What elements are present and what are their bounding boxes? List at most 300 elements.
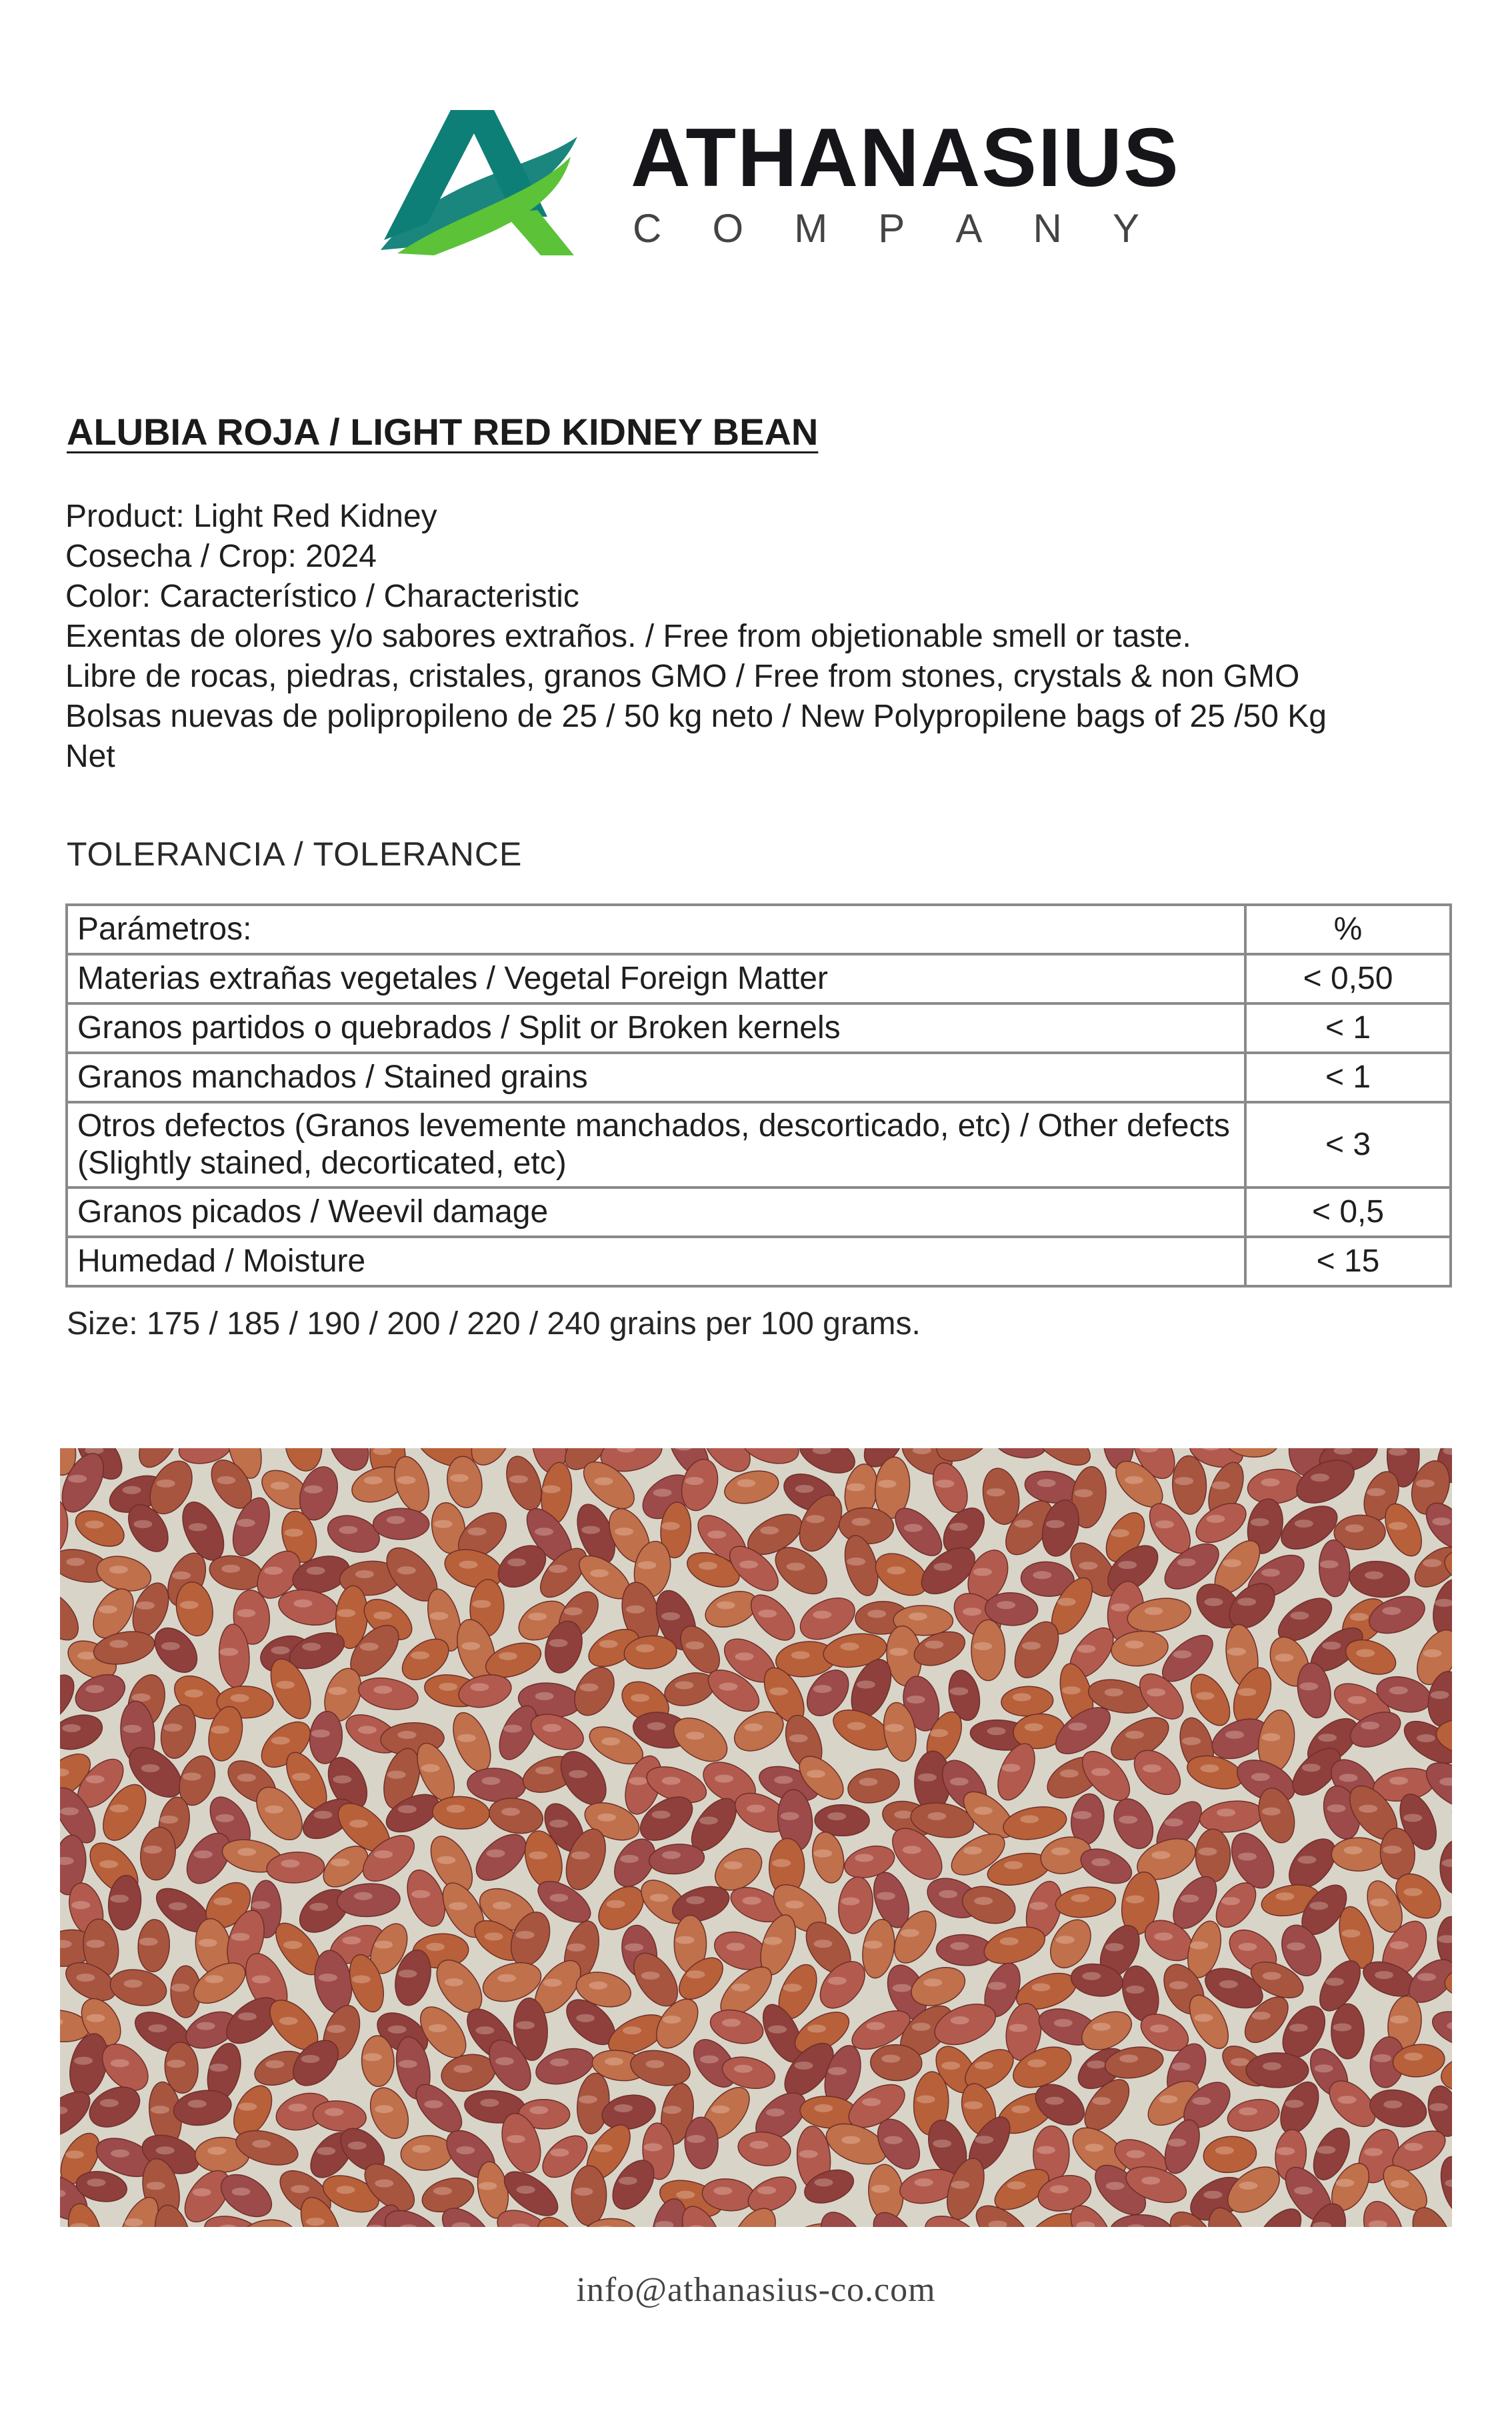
bean-highlight — [571, 1852, 590, 1860]
bean-highlight — [1263, 1972, 1281, 1980]
bean-highlight — [734, 2065, 753, 2073]
bean-highlight — [795, 2062, 813, 2070]
bean-highlight — [904, 1524, 923, 1532]
bean — [1225, 2095, 1282, 2136]
bean-highlight — [623, 2026, 641, 2034]
bean-highlight — [307, 1567, 325, 1575]
bean-highlight — [288, 2104, 307, 2112]
bean-highlight — [939, 1890, 957, 1898]
bean-highlight — [171, 1984, 190, 1992]
bean-highlight — [1118, 1561, 1137, 1569]
bean-highlight — [1373, 2054, 1391, 2062]
bean-highlight — [1074, 1490, 1093, 1498]
bean-highlight — [1342, 1930, 1361, 1938]
bean-highlight — [894, 1811, 913, 1819]
bean-highlight — [614, 2104, 633, 2112]
bean — [468, 1826, 534, 1889]
bean-highlight — [516, 1931, 535, 1939]
bean-highlight — [1145, 1607, 1163, 1615]
bean-highlight — [109, 1566, 128, 1574]
bean-highlight — [449, 1902, 467, 1910]
bean-highlight — [542, 1486, 561, 1494]
bean-highlight — [374, 1941, 393, 1949]
bean-highlight — [215, 1814, 234, 1822]
bean-highlight — [1221, 1897, 1240, 1905]
bean-highlight — [1327, 1804, 1346, 1812]
bean-highlight — [768, 2026, 787, 2034]
bean — [323, 1509, 384, 1558]
bean-highlight — [567, 1944, 586, 1952]
bean-highlight — [373, 1612, 392, 1620]
bean-highlight — [1025, 1723, 1043, 1731]
bean-highlight — [1205, 1598, 1223, 1606]
bean-highlight — [317, 2147, 335, 2155]
bean-highlight — [1223, 1559, 1241, 1567]
bean-highlight — [1251, 1773, 1270, 1781]
bean-highlight — [889, 1648, 908, 1656]
bean-highlight — [1013, 1693, 1031, 1701]
bean-highlight — [685, 1477, 704, 1485]
bean-highlight — [757, 2186, 776, 2194]
brand-sub-letter: Y — [1112, 206, 1139, 251]
bean-highlight — [1317, 2146, 1335, 2154]
bean-highlight — [917, 2096, 935, 2104]
bean-highlight — [139, 1938, 158, 1946]
row-value: < 15 — [1245, 1237, 1451, 1286]
bean-highlight — [1192, 2097, 1211, 2105]
bean-highlight — [1037, 2146, 1055, 2154]
bean-highlight — [65, 2150, 84, 2158]
brand-sub-letter: N — [1033, 206, 1062, 251]
bean-highlight — [301, 2055, 320, 2063]
bean-highlight — [1391, 2180, 1409, 2188]
bean-highlight — [719, 1683, 737, 1691]
bean-highlight — [699, 1562, 717, 1570]
bean-highlight — [815, 2178, 833, 2186]
bean-highlight — [354, 1892, 373, 1900]
bean-highlight — [1165, 1818, 1183, 1826]
bean-highlight — [1105, 1943, 1124, 1951]
bean-highlight — [1154, 1932, 1173, 1940]
bean-highlight — [265, 2060, 284, 2068]
bean-highlight — [1294, 2186, 1313, 2194]
bean-highlight — [373, 1686, 392, 1694]
bean-highlight — [123, 1486, 141, 1494]
bean-highlight — [638, 1562, 657, 1570]
bean-highlight — [594, 1478, 613, 1486]
bean-highlight — [814, 2104, 833, 2112]
bean-highlight — [66, 1558, 85, 1566]
bean-highlight — [237, 1848, 256, 1856]
bean-highlight — [1239, 2182, 1257, 2190]
bean-highlight — [1071, 1894, 1089, 1902]
bean-highlight — [1045, 2097, 1064, 2105]
bean-highlight — [543, 1979, 562, 1987]
bean-highlight — [352, 1976, 371, 1984]
bean-highlight — [1126, 1986, 1145, 1994]
bean-highlight — [1207, 1515, 1225, 1523]
bean-highlight — [157, 1480, 175, 1488]
bean-highlight — [1389, 1522, 1407, 1530]
bean-highlight — [1298, 1856, 1317, 1864]
bean — [815, 1804, 870, 1836]
bean-highlight — [685, 1642, 704, 1650]
bean-highlight — [445, 1978, 463, 1986]
bean — [1449, 2215, 1452, 2227]
bean-highlight — [644, 2143, 663, 2151]
bean-highlight — [974, 1897, 993, 1905]
bean-highlight — [1238, 1943, 1257, 1951]
bean-highlight — [1127, 2150, 1145, 2158]
logo-a-icon — [377, 97, 577, 257]
bean-highlight — [459, 1561, 478, 1569]
bean-highlight — [576, 2014, 595, 2022]
bean-highlight — [238, 2012, 257, 2020]
bean-highlight — [252, 1976, 271, 1984]
bean-highlight — [374, 1850, 393, 1858]
bean-highlight — [99, 1860, 118, 1868]
bean-highlight — [304, 1486, 323, 1494]
bean-highlight — [311, 1730, 330, 1738]
bean-highlight — [988, 1982, 1007, 1990]
bean — [721, 1466, 782, 1508]
bean-highlight — [662, 1777, 681, 1785]
bean-highlight — [1125, 1641, 1144, 1649]
bean-highlight — [877, 1892, 895, 1900]
bean — [60, 1583, 87, 1648]
bean-highlight — [901, 1929, 919, 1937]
bean-highlight — [615, 1528, 633, 1536]
bean-highlight — [232, 2188, 251, 2196]
bean-highlight — [1431, 1691, 1449, 1699]
bean — [1202, 2134, 1259, 2175]
bean-highlight — [1004, 1861, 1023, 1869]
bean — [399, 2134, 454, 2172]
bean-highlight — [903, 1846, 921, 1854]
bean-highlight — [929, 1729, 948, 1737]
bean — [1318, 1540, 1351, 1598]
bean-highlight — [197, 2022, 215, 2030]
bean-highlight — [211, 1726, 229, 1734]
bean-highlight — [862, 2098, 881, 2106]
bean-highlight — [110, 1895, 129, 1903]
bean-highlight — [388, 2026, 407, 2034]
bean-highlight — [1150, 2024, 1169, 2032]
brand-sub-letter: C — [633, 206, 662, 251]
bean-highlight — [951, 2181, 969, 2189]
product-specs — [65, 497, 1465, 777]
bean-highlight — [1050, 2185, 1069, 2193]
bean-highlight — [1147, 1688, 1165, 1696]
bean-highlight — [375, 2180, 393, 2188]
bean-highlight — [887, 1566, 905, 1574]
bean-highlight — [1383, 2100, 1402, 2108]
bean-highlight — [1315, 2064, 1333, 2072]
bean-highlight — [1141, 2177, 1160, 2185]
bean-highlight — [1073, 1811, 1091, 1819]
bean — [137, 1919, 171, 1973]
bean-highlight — [1027, 2060, 1046, 2068]
bean-highlight — [331, 1858, 349, 1866]
bean-highlight — [319, 1974, 337, 1982]
bean-highlight — [813, 1850, 832, 1858]
bean-highlight — [927, 1812, 946, 1820]
bean-highlight — [646, 2060, 665, 2068]
bean-highlight — [1261, 1569, 1280, 1577]
bean-highlight — [194, 1850, 213, 1858]
bean-highlight — [412, 2145, 431, 2153]
bean-highlight — [480, 2099, 499, 2107]
bean-highlight — [1239, 2108, 1257, 2116]
bean-highlight — [1302, 1764, 1321, 1772]
bean-highlight — [1251, 1518, 1269, 1526]
bean-highlight — [271, 1737, 290, 1745]
bean-highlight — [360, 1643, 379, 1651]
bean-highlight — [707, 1531, 726, 1539]
bean-highlight — [1417, 1734, 1435, 1742]
bean-highlight — [1356, 1649, 1375, 1657]
bean-highlight — [281, 1860, 299, 1868]
bean — [1246, 2053, 1309, 2088]
bean-highlight — [1077, 1645, 1095, 1653]
bean-highlight — [1092, 2023, 1111, 2031]
bean-highlight — [387, 1516, 405, 1524]
bean-highlight — [747, 1805, 765, 1813]
bean-highlight — [1383, 1846, 1401, 1854]
bean-highlight — [495, 2057, 514, 2065]
bean — [466, 1766, 527, 1804]
tolerance-table — [65, 903, 1452, 1288]
bean-highlight — [1152, 1851, 1171, 1859]
row-value: < 0,50 — [1245, 954, 1451, 1003]
bean-highlight — [1143, 1764, 1161, 1772]
bean-highlight — [663, 2106, 681, 2114]
bean-highlight — [807, 1770, 825, 1778]
bean-highlight — [1225, 1731, 1244, 1739]
bean-highlight — [827, 1812, 846, 1820]
bean-highlight — [87, 2178, 105, 2186]
bean — [446, 1708, 498, 1777]
header-param: Parámetros: — [67, 905, 1245, 954]
bean-highlight — [581, 1526, 600, 1534]
bean-highlight — [841, 1642, 859, 1650]
bean-highlight — [864, 1941, 883, 1949]
spec-smell: Exentas de olores y/o sabores extraños. / Free from objetionable smell or taste. — [65, 619, 1191, 654]
bean-highlight — [1322, 1642, 1341, 1650]
bean-highlight — [336, 2186, 355, 2194]
bean-highlight — [828, 2067, 847, 2075]
bean-highlight — [1029, 1902, 1048, 1910]
bean-highlight — [1404, 1888, 1423, 1896]
bean-highlight — [76, 1974, 95, 1982]
table-header-row — [67, 905, 1451, 954]
bean-highlight — [1227, 1648, 1246, 1656]
bean-highlight — [580, 1684, 599, 1692]
bean — [971, 1620, 1005, 1680]
bean-highlight — [760, 1526, 779, 1534]
bean-highlight — [251, 1901, 270, 1909]
bean-highlight — [653, 1489, 672, 1497]
bean-highlight — [949, 1523, 968, 1531]
bean-highlight — [457, 1734, 476, 1742]
bean — [1440, 1840, 1452, 1894]
bean — [1331, 2004, 1364, 2059]
bean-highlight — [950, 1942, 969, 1950]
bean-highlight — [100, 2099, 119, 2107]
bean-highlight — [528, 1613, 547, 1621]
row-param: Humedad / Moisture — [67, 1237, 1245, 1286]
table-row — [67, 1102, 1451, 1187]
bean-highlight — [468, 1528, 487, 1536]
bean-highlight — [1339, 1774, 1358, 1782]
bean-highlight — [339, 1526, 357, 1534]
bean-highlight — [309, 1903, 328, 1911]
bean-highlight — [60, 1808, 79, 1816]
bean-highlight — [912, 2023, 931, 2031]
bean-highlight — [1325, 1978, 1344, 1986]
bean-highlight — [207, 2147, 226, 2155]
bean-highlight — [279, 2017, 298, 2025]
bean-highlight — [619, 2177, 637, 2185]
bean-highlight — [387, 1771, 406, 1779]
bean-highlight — [774, 1776, 793, 1784]
bean-highlight — [549, 1894, 568, 1902]
bean-highlight — [769, 1688, 788, 1696]
bean-highlight — [1289, 2024, 1308, 2032]
bean-highlight — [1390, 2016, 1409, 2024]
bean-highlight — [325, 2108, 343, 2116]
bean — [575, 2072, 612, 2136]
bean-highlight — [1365, 1572, 1383, 1580]
bean-highlight — [111, 2150, 129, 2158]
bean-highlight — [499, 1652, 517, 1660]
bean-highlight — [1211, 1482, 1230, 1490]
bean-highlight — [1196, 1692, 1215, 1700]
bean-highlight — [99, 1606, 117, 1614]
bean-highlight — [159, 1816, 178, 1824]
bean-highlight — [1060, 1770, 1079, 1778]
bean — [70, 1668, 131, 1718]
bean-highlight — [662, 1851, 681, 1859]
bean-highlight — [881, 2055, 900, 2063]
bean-highlight — [1285, 2100, 1303, 2108]
bean-highlight — [652, 1811, 671, 1819]
bean-highlight — [772, 1859, 791, 1867]
bean-highlight — [1020, 1815, 1039, 1823]
bean-highlight — [355, 1570, 374, 1578]
bean-highlight — [421, 1764, 440, 1772]
bean-highlight — [987, 1727, 1006, 1735]
bean-highlight — [86, 1940, 105, 1948]
brand-sub-letter: O — [712, 206, 744, 251]
bean-highlight — [1404, 2053, 1423, 2061]
bean-highlight — [349, 1820, 368, 1828]
brand-sub-letter: P — [878, 206, 905, 251]
bean-highlight — [641, 1972, 660, 1980]
bean-highlight — [509, 1476, 528, 1484]
bean — [1001, 1685, 1054, 1717]
bean-highlight — [855, 1854, 873, 1862]
spec-packaging: Bolsas nuevas de polipropileno de 25 / 50 kg neto / New Polypropilene bags of 25 /50 Kg — [65, 699, 1327, 734]
bean-highlight — [1375, 1971, 1393, 1979]
bean-highlight — [1238, 1688, 1257, 1696]
bean-highlight — [111, 2059, 129, 2067]
bean-highlight — [398, 1731, 417, 1739]
bean-highlight — [717, 1602, 735, 1610]
bean-highlight — [86, 1776, 105, 1784]
bean-highlight — [62, 1724, 81, 1732]
bean-highlight — [1033, 1571, 1051, 1579]
bean-highlight — [517, 2186, 535, 2194]
bean-highlight — [735, 1653, 754, 1661]
bean-highlight — [1389, 1686, 1408, 1694]
bean-highlight — [167, 2060, 185, 2068]
bean-highlight — [589, 1982, 607, 1990]
bean-highlight — [110, 1804, 129, 1812]
bean-highlight — [676, 2191, 695, 2199]
bean-highlight — [189, 1523, 207, 1531]
bean-highlight — [375, 2105, 393, 2113]
bean-highlight — [1111, 1529, 1129, 1537]
bean-highlight — [1051, 1848, 1070, 1856]
bean-highlight — [342, 1936, 361, 1944]
bean-highlight — [1032, 1984, 1051, 1992]
bean-highlight — [314, 1811, 333, 1819]
bean-highlight — [550, 2058, 569, 2066]
bean-highlight — [482, 1777, 501, 1785]
bean-highlight — [795, 1485, 814, 1493]
beans-photo — [60, 1448, 1452, 2227]
bean-highlight — [147, 2182, 165, 2190]
bean — [990, 1448, 1050, 1463]
bean — [1347, 1558, 1411, 1600]
bean-highlight — [918, 1774, 937, 1782]
bean-highlight — [478, 2182, 497, 2190]
bean-highlight — [1007, 2182, 1026, 2190]
bean-highlight — [549, 1565, 567, 1573]
bean-highlight — [291, 2185, 309, 2193]
bean-highlight — [631, 1694, 649, 1702]
bean-highlight — [1175, 1477, 1193, 1485]
bean-highlight — [213, 1898, 232, 1906]
beans-image — [60, 1448, 1452, 2227]
bean-highlight — [884, 2136, 903, 2144]
bean-highlight — [285, 1529, 303, 1537]
bean-highlight — [461, 1642, 480, 1650]
brand-sub-letter: M — [794, 206, 828, 251]
bean-highlight — [1262, 1808, 1281, 1816]
bean-highlight — [1199, 1848, 1217, 1856]
bean — [432, 1795, 491, 1830]
company-logo — [377, 97, 1180, 257]
tolerance-heading: TOLERANCIA / TOLERANCE — [67, 835, 523, 873]
bean-highlight — [806, 1515, 825, 1523]
bean-highlight — [923, 1978, 942, 1986]
row-value: < 0,5 — [1245, 1187, 1451, 1237]
bean-highlight — [893, 1984, 911, 1992]
bean-highlight — [185, 1690, 203, 1698]
bean-highlight — [437, 1856, 455, 1864]
bean-highlight — [647, 1722, 666, 1730]
bean-highlight — [1082, 1972, 1101, 1980]
bean-highlight — [941, 2062, 960, 2070]
bean-highlight — [221, 1565, 240, 1573]
bean-highlight — [841, 2136, 860, 2144]
bean-highlight — [711, 2106, 730, 2114]
brand-subtitle — [633, 206, 1139, 251]
bean-highlight — [700, 2056, 719, 2064]
bean — [812, 2204, 875, 2227]
